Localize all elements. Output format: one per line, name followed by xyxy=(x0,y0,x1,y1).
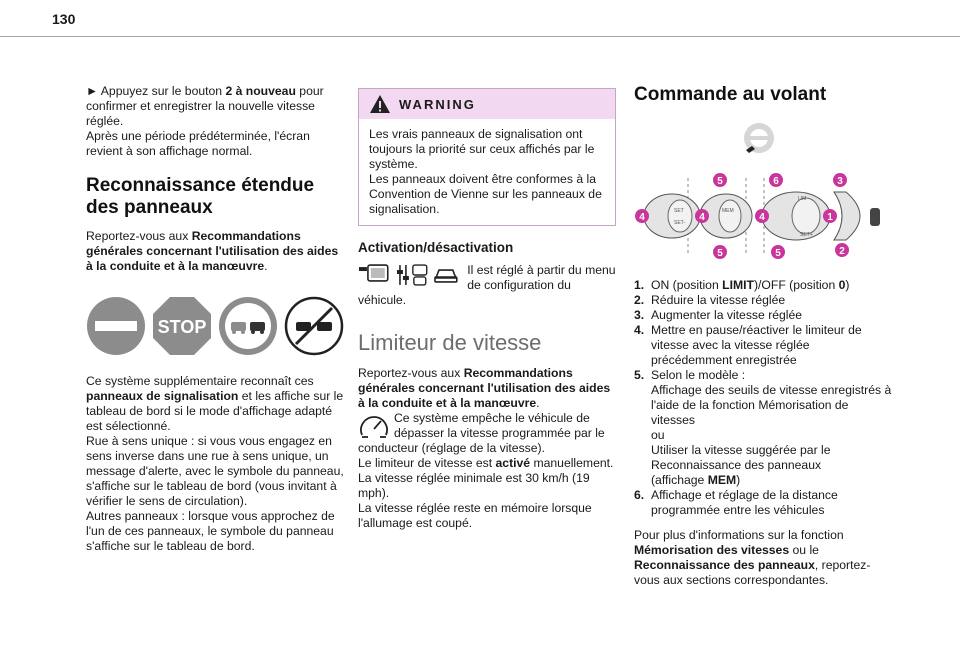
reference-paragraph: Reportez-vous aux Recommandations générales concernant l'utilisation des aides à la conduite et à la manœuvre. xyxy=(86,229,339,273)
road-signs-row xyxy=(86,296,348,356)
callout-5-top xyxy=(713,173,727,187)
stop-sign-icon xyxy=(152,296,212,356)
activation-row xyxy=(358,263,616,293)
svg-text:4: 4 xyxy=(759,212,765,223)
list-item: 2. Réduire la vitesse réglée xyxy=(634,293,786,307)
svg-text:MEM: MEM xyxy=(722,208,734,214)
limiter-system-text-2: conducteur (réglage de la vitesse). xyxy=(358,441,545,455)
callout-4-c xyxy=(755,209,769,223)
svg-text:SET: SET xyxy=(674,208,684,214)
activation-text: Il est réglé à partir du menu de configuration du xyxy=(467,263,616,292)
memory-text: La vitesse réglée reste en mémoire lorsque l'allumage est coupé. xyxy=(358,501,592,530)
svg-text:SET-: SET- xyxy=(674,220,686,226)
minimum-speed-text: La vitesse réglée minimale est 30 km/h (19 mph). xyxy=(358,471,590,500)
intro-paragraph: ► Appuyez sur le bouton 2 à nouveau pour confirmer et enregistrer la nouvelle vitesse réglée. xyxy=(86,84,324,128)
svg-text:6: 6 xyxy=(773,176,779,187)
callout-4-b xyxy=(695,209,709,223)
svg-text:2: 2 xyxy=(839,246,845,257)
svg-text:1: 1 xyxy=(827,212,833,223)
no-entry-sign-icon xyxy=(86,296,146,356)
settings-sliders-icon xyxy=(396,263,430,287)
warning-body: Les vrais panneaux de signalisation ont toujours la priorité sur ceux affichés par le système. Les panneaux doivent être conformes à la Convention de Vienne sur les panneaux de signalisation. xyxy=(369,127,602,216)
warning-triangle-icon xyxy=(369,94,391,114)
heading-speed-limiter: Limiteur de vitesse xyxy=(358,330,542,355)
heading-steering-wheel-control: Commande au volant xyxy=(634,84,827,105)
limiter-activation-text: Le limiteur de vitesse est activé manuellement. xyxy=(358,456,614,470)
steering-wheel-icon xyxy=(744,123,774,153)
list-item: 3. Augmenter la vitesse réglée xyxy=(634,308,803,322)
controls-list xyxy=(634,278,892,383)
callout-3 xyxy=(833,173,847,187)
svg-text:4: 4 xyxy=(639,212,645,223)
warning-title: WARNING xyxy=(399,96,476,112)
callout-2 xyxy=(835,243,849,257)
intro-paragraph-2: Après une période prédéterminée, l'écran revient à son affichage normal. xyxy=(86,129,310,158)
no-overtaking-sign-icon xyxy=(218,296,278,356)
list-item: 4. Mettre en pause/réactiver le limiteur de vitesse avec la vitesse réglée précédemment enregistrée xyxy=(634,323,862,367)
list-item: 1. ON (position LIMIT)/OFF (position 0) xyxy=(634,278,850,292)
list-item: 5. Selon le modèle : xyxy=(634,368,746,382)
callout-4-a xyxy=(635,209,649,223)
other-signs-paragraph: Autres panneaux : lorsque vous approchez de l'un de ces panneaux, le symbole du panneau s'affiche sur le tableau de bord. xyxy=(86,509,335,553)
svg-text:STOP: STOP xyxy=(157,317,207,337)
column-2 xyxy=(358,84,616,531)
header-rule xyxy=(0,36,960,37)
controls-list-cont xyxy=(634,488,892,518)
speed-limiter-gauge-icon xyxy=(358,411,390,441)
touchscreen-icon xyxy=(358,263,392,287)
svg-text:5: 5 xyxy=(775,248,781,259)
warning-header xyxy=(359,89,615,119)
svg-text:3: 3 xyxy=(837,176,843,187)
limiter-reference: Reportez-vous aux Recommandations générales concernant l'utilisation des aides à la conduite et à la manœuvre. xyxy=(358,366,611,410)
item5-option-a: Affichage des seuils de vitesse enregistrés à l'aide de la fonction Mémorisation de vitesses xyxy=(651,383,892,427)
svg-text:5: 5 xyxy=(717,248,723,259)
steering-wheel-controls-diagram xyxy=(634,116,892,266)
one-way-paragraph: Rue à sens unique : si vous vous engagez en sens inverse dans une rue à sens unique, un message d'alerte, avec le symbole du panneau, s'affiche sur le tableau de bord (vous invitant à vérifier le sens de circulation). xyxy=(86,434,344,508)
steering-controls-illustration xyxy=(634,116,892,270)
end-no-overtaking-sign-icon xyxy=(284,296,344,356)
column-3 xyxy=(634,84,892,588)
column-1 xyxy=(86,84,348,554)
arrow-icon: ► xyxy=(86,84,99,98)
activation-text-2: véhicule. xyxy=(358,293,407,307)
description-paragraph: Ce système supplémentaire reconnaît ces panneaux de signalisation et les affiche sur le tableau de bord si le mode d'affichage adapté est sélectionné. xyxy=(86,374,344,433)
more-info-paragraph: Pour plus d'informations sur la fonction Mémorisation des vitesses ou le Reconnaissance des panneaux, reportez-vous aux sections correspondantes. xyxy=(634,528,871,587)
heading-activation: Activation/désactivation xyxy=(358,240,514,255)
heading-extended-sign-recognition: Reconnaissance étendue des panneaux xyxy=(86,175,315,218)
svg-text:4: 4 xyxy=(699,212,705,223)
item5-or: ou xyxy=(651,428,665,442)
limiter-system-text: Ce système empêche le véhicule de dépasser la vitesse programmée par le xyxy=(394,411,605,440)
svg-text:5: 5 xyxy=(717,176,723,187)
callout-5-bottom xyxy=(771,245,785,259)
warning-box xyxy=(358,88,616,226)
limiter-system-row xyxy=(358,411,616,441)
svg-text:LIM: LIM xyxy=(798,196,807,202)
item5-option-b: Utiliser la vitesse suggérée par le Reconnaissance des panneaux xyxy=(651,443,831,472)
callout-6 xyxy=(769,173,783,187)
callout-1 xyxy=(823,209,837,223)
svg-text:SET+: SET+ xyxy=(800,232,813,238)
list-item: 6. Affichage et réglage de la distance programmée entre les véhicules xyxy=(634,488,838,517)
page-number: 130 xyxy=(52,11,76,27)
callout-5-mid xyxy=(713,245,727,259)
car-icon xyxy=(433,263,459,287)
item5-display: (affichage MEM) xyxy=(651,473,741,487)
